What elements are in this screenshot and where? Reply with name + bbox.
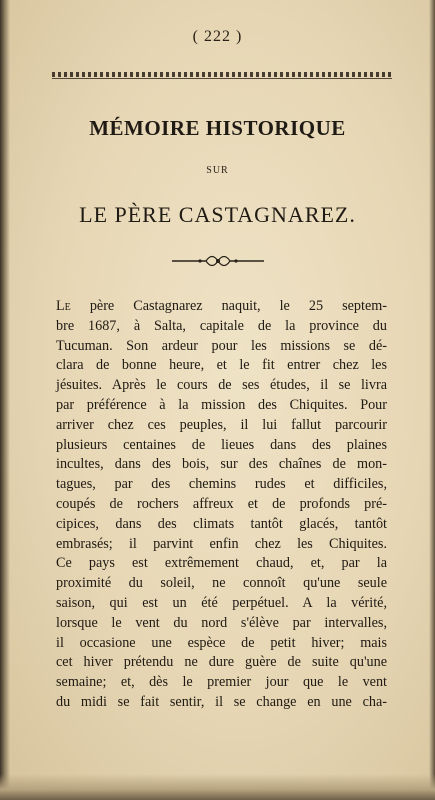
body-line: clara de bonne heure, et le fit entrer chez les	[56, 357, 387, 374]
body-line: arriver chez ces peuples, il lui fallut parcourir	[56, 416, 387, 433]
first-line-rest: père Castagnarez naquit, le 25 septem-	[89, 298, 387, 314]
body-line: proximité du soleil, ne connoît qu'une seule	[56, 575, 387, 592]
body-line: Tucuman. Son ardeur pour les missions se dé-	[56, 337, 387, 354]
header-rule	[52, 72, 392, 77]
title-name: LE PÈRE CASTAGNAREZ.	[79, 202, 356, 227]
body-line: tagues, par des chemins rudes et difficiles,	[56, 476, 387, 493]
body-line: lorsque le vent du nord s'élève par intervalles,	[56, 614, 387, 631]
body-line: plusieurs centaines de lieues dans des plaines	[56, 436, 387, 453]
body-line: jésuites. Après le cours de ses études, il se livra	[56, 377, 387, 394]
body-line-1	[56, 297, 387, 317]
body-line: du midi se fait sentir, il se change en une cha-	[56, 693, 387, 710]
body-line: cipices, dans des climats tantôt glacés, tantôt	[56, 515, 387, 532]
ornament-divider	[170, 254, 266, 268]
body-line: coupés de rochers affreux et de profonds pré-	[56, 495, 387, 512]
body-line: Ce pays est extrêmement chaud, et, par la	[56, 555, 387, 572]
body-line: bre 1687, à Salta, capitale de la province du	[56, 317, 387, 334]
body-line: saison, qui est un été perpétuel. A la vérité,	[56, 594, 387, 611]
body-paragraph	[56, 297, 387, 713]
page-bottom-shadow	[0, 774, 435, 800]
body-line: incultes, dans des bois, sur des chaînes de mon-	[56, 456, 387, 473]
body-line: il occasione une espèce de petit hiver; mais	[56, 634, 387, 651]
body-line: semaine; et, dès le premier jour que le vent	[56, 674, 387, 691]
title-connector: SUR	[206, 165, 229, 176]
body-line: par préférence à la mission des Chiquites. Pour	[56, 396, 387, 413]
title-main: MÉMOIRE HISTORIQUE	[89, 116, 346, 140]
body-line: cet hiver prétendu ne dure guère de suite qu'une	[56, 654, 387, 671]
page-number: ( 222 )	[192, 28, 243, 45]
body-line: embrasés; il parvint enfin chez les Chiquites.	[56, 535, 387, 552]
first-word: Le	[56, 298, 71, 314]
